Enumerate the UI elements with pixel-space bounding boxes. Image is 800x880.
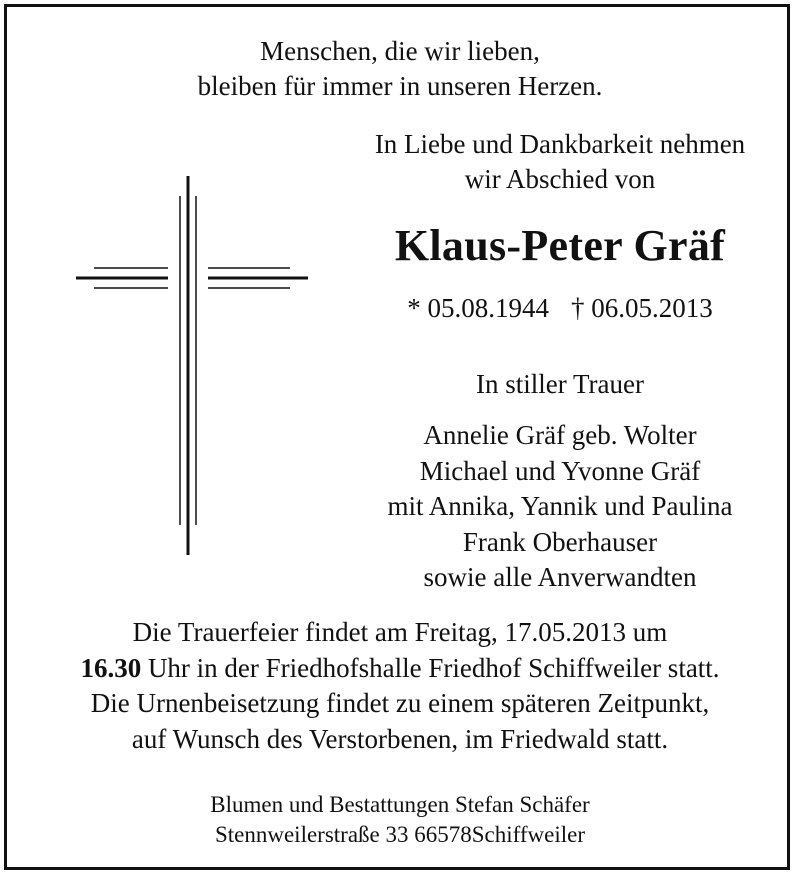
ceremony-location: Uhr in der Friedhofshalle Friedhof Schiffweiler statt.: [141, 652, 720, 683]
cross-icon: [70, 170, 315, 560]
birth-date: * 05.08.1944: [407, 293, 549, 323]
life-dates: [330, 291, 790, 326]
intro-line: In Liebe und Dankbarkeit nehmen: [374, 129, 746, 159]
intro-text: [330, 127, 790, 197]
family-member: Annelie Gräf geb. Wolter: [423, 420, 697, 450]
intro-line: wir Abschied von: [464, 164, 656, 194]
undertaker-address: Stennweilerstraße 33 66578Schiffweiler: [214, 822, 586, 847]
death-date: † 06.05.2013: [571, 293, 713, 323]
undertaker-info: [0, 790, 800, 850]
family-list: [330, 418, 790, 596]
undertaker-name: Blumen und Bestattungen Stefan Schäfer: [210, 792, 590, 817]
motto: [0, 34, 800, 104]
ceremony-line: [0, 651, 800, 687]
family-member: Michael und Yvonne Gräf: [419, 455, 701, 486]
family-member: sowie alle Anverwandten: [423, 562, 697, 592]
ceremony-info: [0, 615, 800, 757]
ceremony-time: 16.30: [80, 652, 142, 683]
deceased-name: Klaus-Peter Gräf: [394, 221, 726, 270]
family-member: mit Annika, Yannik und Paulina: [387, 491, 733, 521]
family-member: Frank Oberhauser: [462, 526, 658, 557]
mourning-heading: In stiller Trauer: [476, 369, 644, 399]
ceremony-line: Die Trauerfeier findet am Freitag, 17.05.2013 um: [132, 617, 668, 647]
motto-line: bleiben für immer in unseren Herzen.: [197, 71, 603, 101]
ceremony-line: Die Urnenbeisetzung findet zu einem späteren Zeitpunkt,: [90, 688, 710, 718]
motto-line: Menschen, die wir lieben,: [260, 36, 540, 66]
ceremony-line: auf Wunsch des Verstorbenen, im Friedwald statt.: [131, 723, 669, 754]
